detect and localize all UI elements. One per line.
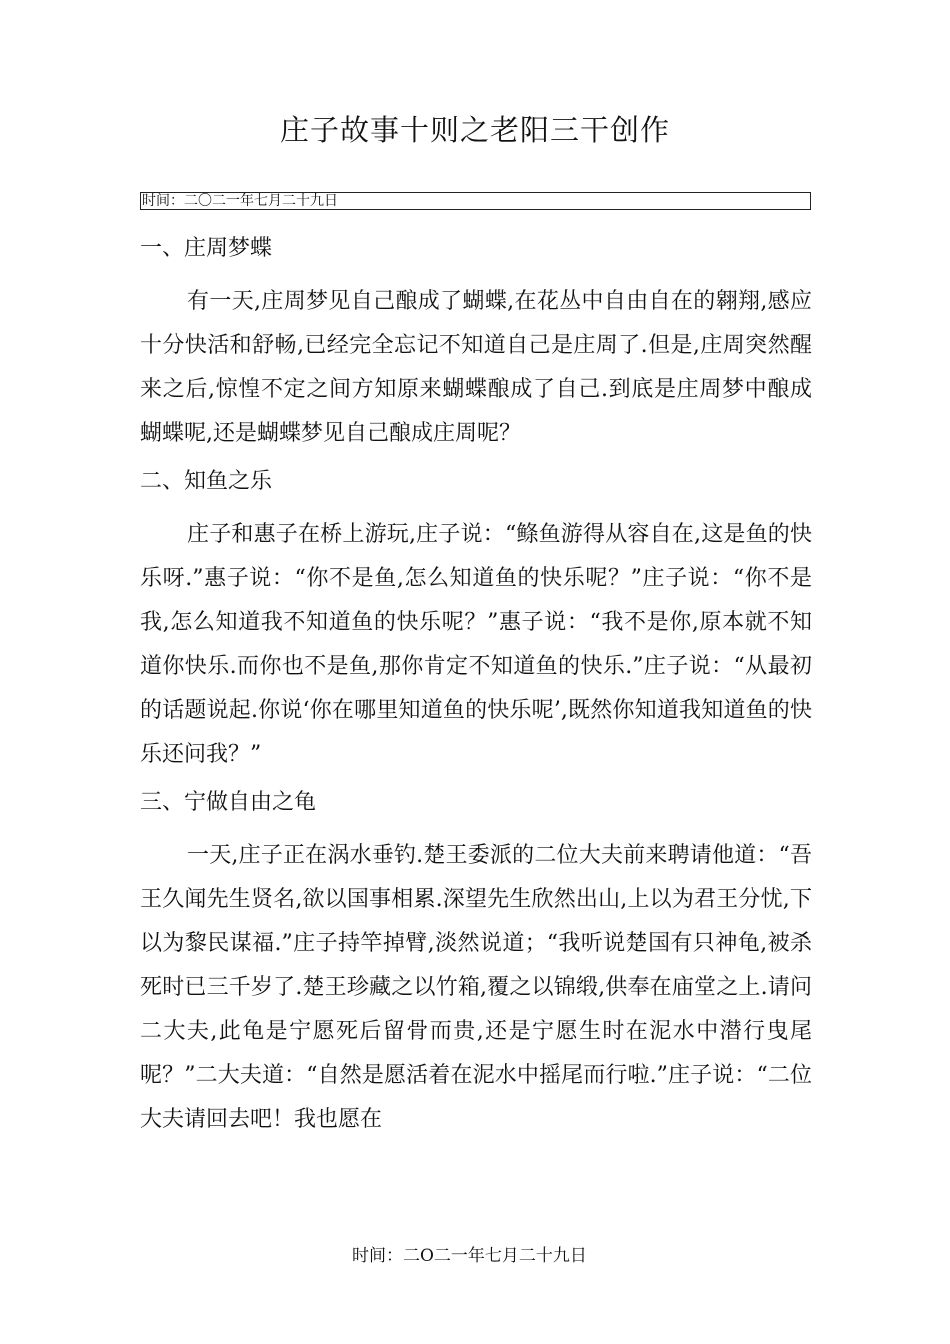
document-title: 庄子故事十则之老阳三干创作 — [279, 113, 670, 147]
date-line: 时间：二〇二一年七月二十九日 — [140, 192, 811, 210]
section-text-turtle: 一天,庄子正在涡水垂钓.楚王委派的二位大夫前来聘请他道：“吾王久闻先生贤名,欲以国事相累.深望先生欣然出山,上以为君王分忧,下以为黎民谋福.”庄子持竿掉臂,淡然说道；“我听说楚国有只神龟,被杀死时已三千岁了.楚王珍藏之以竹箱,覆之以锦缎,供奉在庙堂之上.请问二大夫,此龟是宁愿死后留骨而贵,还是宁愿生时在泥水中潜行曳尾呢？”二大夫道：“自然是愿活着在泥水中摇尾而行啦.”庄子说：“二位大夫请回去吧！我也愿在 — [140, 843, 812, 1132]
section-text-fish: 庄子和惠子在桥上游玩,庄子说：“鲦鱼游得从容自在,这是鱼的快乐呀.”惠子说：“你不是鱼,怎么知道鱼的快乐呢？”庄子说：“你不是我,怎么知道我不知道鱼的快乐呢？”惠子说：“我不是你,原本就不知道你快乐.而你也不是鱼,那你肯定不知道鱼的快乐.”庄子说：“从最初的话题说起.你说‘你在哪里知道鱼的快乐呢’,既然你知道我知道鱼的快乐还问我？” — [140, 522, 812, 767]
section-heading-fish: 二、知鱼之乐 — [140, 469, 273, 494]
section-heading-turtle: 三、宁做自由之龟 — [140, 790, 317, 815]
section-text-butterfly: 有一天,庄周梦见自己酿成了蝴蝶,在花丛中自由自在的翱翔,感应十分快活和舒畅,已经完全忘记不知道自己是庄周了.但是,庄周突然醒来之后,惊惶不定之间方知原来蝴蝶酿成了自己.到底是庄周梦中酿成蝴蝶呢,还是蝴蝶梦见自己酿成庄周呢？ — [140, 289, 812, 446]
document-body — [140, 229, 812, 1148]
section-heading-butterfly: 一、庄周梦蝶 — [140, 236, 273, 261]
page-footer: 时间：二O二一年七月二十九日 — [352, 1246, 587, 1266]
